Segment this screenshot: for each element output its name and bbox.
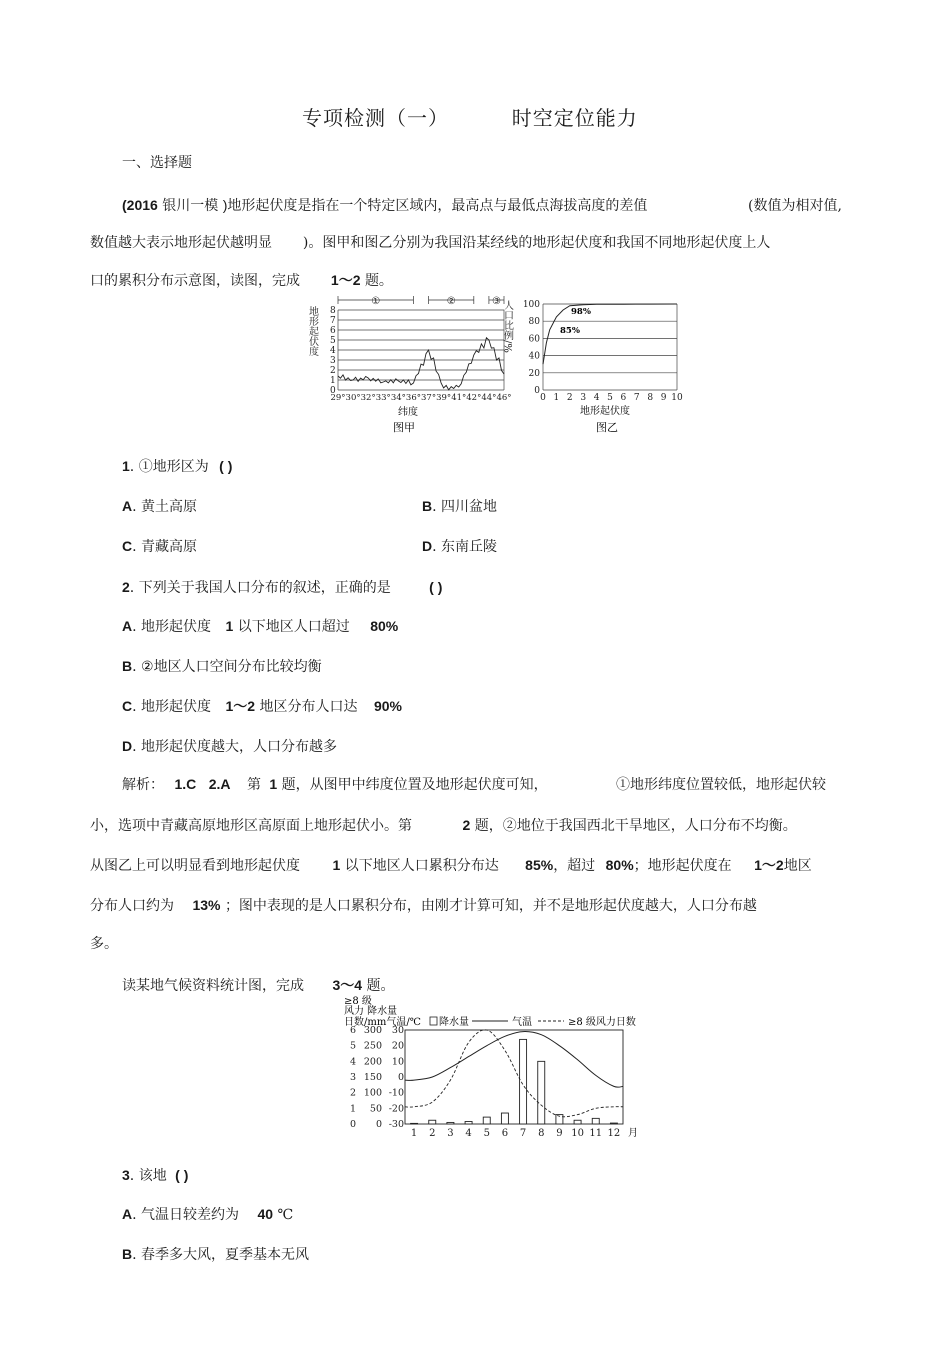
fig-jia-ytick: 5 <box>330 336 336 346</box>
fig-yi-xticks <box>540 393 683 403</box>
climate-header-1: ≥8 级 <box>344 996 372 1007</box>
title-part1: 专项检测（一） <box>302 106 449 130</box>
fig-yi-xtick: 5 <box>607 393 613 403</box>
climate-rain-bar <box>501 1113 508 1124</box>
climate-temperature-line <box>405 1032 623 1088</box>
question-1 <box>122 456 232 476</box>
analysis-l1d: ①地形纬度位置较低，地形起伏较 <box>616 777 826 793</box>
fig-yi-ylabel: 人口比例/% <box>501 300 513 353</box>
fig-yi-xtick: 7 <box>633 393 640 403</box>
fig-yi-xtick: 1 <box>553 393 560 403</box>
fig-yi-annotation-85: 85% <box>560 326 580 336</box>
q3-option-b[interactable] <box>122 1244 309 1264</box>
fig-jia-caption: 图甲 <box>393 421 415 434</box>
q3-stem: . 该地 <box>129 1168 167 1184</box>
climate-x-ticks <box>411 1128 620 1139</box>
q2-option-c-text2: 地区分布人口达 <box>259 699 358 715</box>
intro-line-3 <box>90 270 393 290</box>
analysis-l1b: 1 <box>269 776 278 792</box>
climate-ytick-temp: 0 <box>397 1072 404 1083</box>
climate-xtick: 1 <box>410 1128 418 1139</box>
fig-yi-xtick: 2 <box>566 393 573 403</box>
climate-header-3: 日数/mm气温/℃ <box>344 1017 421 1028</box>
q1-option-c-text: . 青藏高原 <box>132 539 198 555</box>
q1-stem: . ①地形区为 <box>129 459 209 475</box>
climate-ytick-days: 4 <box>350 1056 357 1068</box>
q3-option-b-text: . 春季多大风，夏季基本无风 <box>132 1247 310 1263</box>
fig-jia-ytick: 4 <box>330 346 336 356</box>
q1-option-d-text: . 东南丘陵 <box>432 539 498 555</box>
q3-option-a-key: A <box>122 1206 133 1222</box>
climate-xtick: 12 <box>607 1128 621 1139</box>
q2-option-a-text2: 以下地区人口超过 <box>237 619 350 635</box>
climate-rain-bar <box>429 1120 436 1124</box>
q2-option-c-val1: 1～2 <box>225 698 256 714</box>
fig-yi-xtick: 6 <box>620 393 627 403</box>
q2-option-a-val1: 1 <box>225 618 234 634</box>
fig-yi-ytick: 60 <box>528 334 540 345</box>
fig-yi-caption: 图乙 <box>596 421 618 434</box>
climate-rain-bar <box>447 1122 454 1124</box>
fig-jia-ytick: 8 <box>330 306 336 316</box>
q1-option-a-key: A <box>122 498 133 514</box>
climate-ytick-temp: -10 <box>388 1087 404 1099</box>
fig-jia-yticks <box>330 306 336 396</box>
intro-q-range: 1～2 <box>330 272 361 288</box>
intro2 <box>122 975 394 995</box>
climate-rain-bar <box>520 1039 527 1124</box>
climate-ytick-days: 5 <box>350 1040 357 1052</box>
q2-option-b-key: B <box>122 658 133 674</box>
fig-jia-ytick: 6 <box>330 326 336 336</box>
q2-option-c-val2: 90% <box>373 698 402 714</box>
q2-option-c-key: C <box>122 698 133 714</box>
climate-rain-bar <box>411 1123 418 1124</box>
climate-ytick-temp: -30 <box>388 1119 404 1130</box>
climate-rain-bar <box>538 1061 545 1124</box>
fig-jia-regions <box>338 296 504 307</box>
analysis-l3f: 80% <box>605 857 634 873</box>
fig-yi-ytick: 40 <box>528 351 540 362</box>
analysis-l3e: ，超过 <box>553 858 596 874</box>
q1-option-a-text: . 黄土高原 <box>132 499 198 515</box>
fig-yi-xtick: 3 <box>580 393 587 403</box>
q2-number: 2 <box>122 579 130 595</box>
intro-line-2 <box>90 232 770 252</box>
climate-rain-bar <box>592 1118 599 1124</box>
analysis-line-1 <box>122 774 548 794</box>
analysis-l1c: 题，从图甲中纬度位置及地形起伏度可知， <box>281 777 548 793</box>
question-3 <box>122 1165 188 1185</box>
figure-jia <box>306 292 512 434</box>
climate-ytick-rain: 150 <box>363 1072 382 1083</box>
fig-yi-xtick: 9 <box>660 393 667 403</box>
fig-jia-ytick: 7 <box>330 316 336 326</box>
question-2 <box>122 577 442 597</box>
fig-jia-ytick: 0 <box>330 386 336 396</box>
fig-jia-ytick: 1 <box>330 376 336 386</box>
q2-option-a-val2: 80% <box>370 618 399 634</box>
fig-jia-xticks <box>330 393 511 403</box>
q2-option-d[interactable] <box>122 736 337 756</box>
climate-ytick-rain: 100 <box>363 1087 382 1099</box>
analysis-l2c: 题，②地位于我国西北干旱地区，人口分布不均衡。 <box>474 818 797 834</box>
climate-rain-bar <box>610 1123 617 1124</box>
q2-option-a-key: A <box>122 618 133 634</box>
q3-option-a-val1: 40 <box>257 1206 274 1222</box>
climate-xtick: 8 <box>538 1128 545 1139</box>
climate-ytick-rain: 300 <box>363 1025 382 1036</box>
fig-jia-xtick: 37° <box>421 393 437 403</box>
q3-option-a[interactable] <box>122 1204 293 1224</box>
analysis-l1a: 第 <box>246 777 261 793</box>
climate-rain-bar <box>574 1120 581 1124</box>
climate-ytick-days: 6 <box>350 1025 357 1036</box>
fig-jia-xtick: 34° <box>390 393 406 403</box>
legend-wind-label: ≥8 级风力日数 <box>568 1017 636 1028</box>
q1-option-c-key: C <box>122 538 133 554</box>
fig-jia-xtick: 44° <box>481 393 497 403</box>
climate-xtick: 6 <box>501 1128 509 1139</box>
fig-yi-xtick: 10 <box>671 393 683 403</box>
fig-jia-xtick: 30° <box>345 393 361 403</box>
q3-option-b-key: B <box>122 1246 133 1262</box>
fig-yi-xtick: 0 <box>540 393 546 403</box>
intro-line-2a: 数值越大表示地形起伏越明显 <box>90 235 272 251</box>
fig-jia-ytick: 3 <box>330 356 336 366</box>
analysis-label: 解析： <box>122 777 164 793</box>
intro2-c: 题。 <box>366 978 395 994</box>
analysis-l3d: 85% <box>525 857 554 873</box>
fig-yi-grid <box>543 304 677 390</box>
analysis-l4a: 分布人口约为 <box>90 898 174 914</box>
fig-jia-region-label: ① <box>371 296 381 307</box>
legend-rain-label: 降水量 <box>439 1017 469 1028</box>
intro2-range: 3～4 <box>332 977 363 993</box>
climate-wind-line <box>405 1030 623 1117</box>
analysis-answer-2: 2.A <box>208 776 231 792</box>
fig-yi-xlabel: 地形起伏度 <box>580 406 630 417</box>
q2-option-b[interactable] <box>122 656 322 676</box>
climate-y-axes <box>350 1025 404 1130</box>
fig-jia-xtick: 41° <box>451 393 467 403</box>
climate-ytick-days: 0 <box>350 1119 357 1130</box>
fig-jia-xtick: 36° <box>405 393 421 403</box>
climate-rain-bar <box>483 1117 490 1124</box>
section-heading: 一、选择题 <box>122 155 192 171</box>
climate-ytick-days: 1 <box>350 1103 357 1115</box>
q2-option-c-text1: . 地形起伏度 <box>132 699 212 715</box>
q1-paren: ( ) <box>219 458 233 474</box>
intro-source: 银川一模 <box>162 198 219 214</box>
q1-option-a[interactable] <box>122 496 197 516</box>
q2-option-a-text1: . 地形起伏度 <box>132 619 212 635</box>
fig-jia-xtick: 33° <box>375 393 391 403</box>
q2-option-b-text: . ②地区人口空间分布比较均衡 <box>132 659 322 675</box>
analysis-l2b: 2 <box>462 817 471 833</box>
climate-rain-bar <box>465 1121 472 1124</box>
intro-year: (2016 <box>122 197 158 213</box>
q1-option-b[interactable] <box>422 496 497 516</box>
climate-xtick: 7 <box>519 1128 527 1139</box>
climate-header-2: 风力 降水量 <box>344 1006 398 1017</box>
fig-jia-xtick: 42° <box>466 393 482 403</box>
fig-jia-ytick: 2 <box>330 366 336 376</box>
fig-yi-ytick: 20 <box>528 368 540 379</box>
climate-ytick-temp: 30 <box>391 1025 404 1036</box>
figure-climate <box>342 994 662 1140</box>
fig-jia-region-label: ③ <box>491 296 501 307</box>
climate-month-unit: 月 <box>628 1128 638 1139</box>
analysis-line-4 <box>90 895 757 915</box>
climate-ytick-days: 2 <box>350 1087 357 1099</box>
q3-paren: ( ) <box>175 1167 189 1183</box>
q1-option-d-key: D <box>422 538 433 554</box>
q3-option-a-text2: ℃ <box>277 1207 294 1223</box>
fig-jia-xtick: 46° <box>496 393 512 403</box>
title-part2: 时空定位能力 <box>511 106 638 130</box>
analysis-line-5: 多。 <box>90 936 118 952</box>
intro-line-2b: )。图甲和图乙分别为我国沿某经线的地形起伏度和我国不同地形起伏度上人 <box>302 235 771 251</box>
q3-option-a-text1: . 气温日较差约为 <box>132 1207 240 1223</box>
intro-line-1-tail: (数值为相对值, <box>748 198 842 214</box>
analysis-l3g: ；地形起伏度在 <box>633 858 732 874</box>
analysis-l3i: 地区 <box>783 858 812 874</box>
climate-ytick-rain: 0 <box>375 1119 382 1130</box>
fig-yi-xtick: 8 <box>647 393 654 403</box>
climate-xtick: 3 <box>447 1128 454 1139</box>
analysis-line-2 <box>90 815 797 835</box>
analysis-l3b: 1 <box>332 857 341 873</box>
q3-number: 3 <box>122 1167 130 1183</box>
q2-option-d-key: D <box>122 738 133 754</box>
fig-yi-ytick: 80 <box>528 317 540 328</box>
climate-xtick: 10 <box>571 1128 584 1139</box>
fig-jia-xtick: 29° <box>330 393 346 403</box>
q1-number: 1 <box>122 458 130 474</box>
analysis-l4b: 13% <box>192 897 221 913</box>
climate-xtick: 4 <box>465 1128 472 1139</box>
intro-line-3a: 口的累积分布示意图，读图，完成 <box>90 273 300 289</box>
climate-xtick: 5 <box>483 1128 490 1139</box>
climate-xtick: 2 <box>429 1128 436 1139</box>
fig-yi-xtick: 4 <box>593 393 600 403</box>
page-title <box>302 102 638 131</box>
climate-ytick-temp: 20 <box>391 1040 404 1052</box>
q2-paren: ( ) <box>429 579 443 595</box>
legend-rain-icon <box>430 1017 437 1025</box>
analysis-l4c: ；图中表现的是人口累积分布，由刚才计算可知，并不是地形起伏度越大，人口分布越 <box>224 898 757 914</box>
fig-yi-yticks <box>523 300 540 396</box>
analysis-l3c: 以下地区人口累积分布达 <box>344 858 499 874</box>
fig-jia-xtick: 39° <box>436 393 452 403</box>
analysis-l2a: 小，选项中青藏高原地形区高原面上地形起伏小。第 <box>90 818 412 834</box>
climate-ytick-days: 3 <box>350 1072 357 1083</box>
q1-option-d[interactable] <box>422 536 497 556</box>
q2-option-d-text: . 地形起伏度越大，人口分布越多 <box>132 739 338 755</box>
fig-jia-xlabel: 纬度 <box>398 407 418 418</box>
q2-option-c[interactable] <box>122 696 402 716</box>
fig-yi-annotation-98: 98% <box>571 307 591 317</box>
climate-plot-frame <box>405 1030 623 1124</box>
analysis-l3a: 从图乙上可以明显看到地形起伏度 <box>90 858 300 874</box>
fig-jia-ylabel <box>307 305 319 356</box>
fig-yi-ytick: 0 <box>534 386 540 396</box>
q2-option-a[interactable] <box>122 616 398 636</box>
climate-ytick-rain: 200 <box>363 1056 382 1068</box>
climate-ytick-rain: 250 <box>363 1040 382 1052</box>
analysis-answer-1: 1.C <box>174 776 197 792</box>
climate-xtick: 9 <box>556 1128 563 1139</box>
fig-jia-xtick: 32° <box>360 393 376 403</box>
q1-option-c[interactable] <box>122 536 197 556</box>
intro-line-1-text: )地形起伏度是指在一个特定区域内，最高点与最低点海拔高度的差值 <box>222 197 648 213</box>
intro-line-1 <box>122 195 647 215</box>
climate-ytick-temp: 10 <box>391 1056 404 1068</box>
legend-temp-label: 气温 <box>512 1017 532 1028</box>
q2-stem: . 下列关于我国人口分布的叙述，正确的是 <box>129 580 391 596</box>
fig-jia-region-label: ② <box>446 296 456 307</box>
intro-line-3c: 题。 <box>364 273 393 289</box>
analysis-l3h: 1～2 <box>754 857 784 873</box>
q1-option-b-text: . 四川盆地 <box>432 499 498 515</box>
intro2-a: 读某地气候资料统计图，完成 <box>122 978 304 994</box>
fig-jia-ylabel-text: 地形起伏度 <box>306 306 318 356</box>
fig-jia-series-line <box>338 338 504 390</box>
fig-yi-ytick: 100 <box>522 300 540 310</box>
analysis-line-3 <box>90 855 812 875</box>
q1-option-b-key: B <box>422 498 433 514</box>
climate-xtick: 11 <box>589 1128 603 1139</box>
climate-ytick-temp: -20 <box>388 1103 404 1115</box>
climate-ytick-rain: 50 <box>369 1103 382 1115</box>
